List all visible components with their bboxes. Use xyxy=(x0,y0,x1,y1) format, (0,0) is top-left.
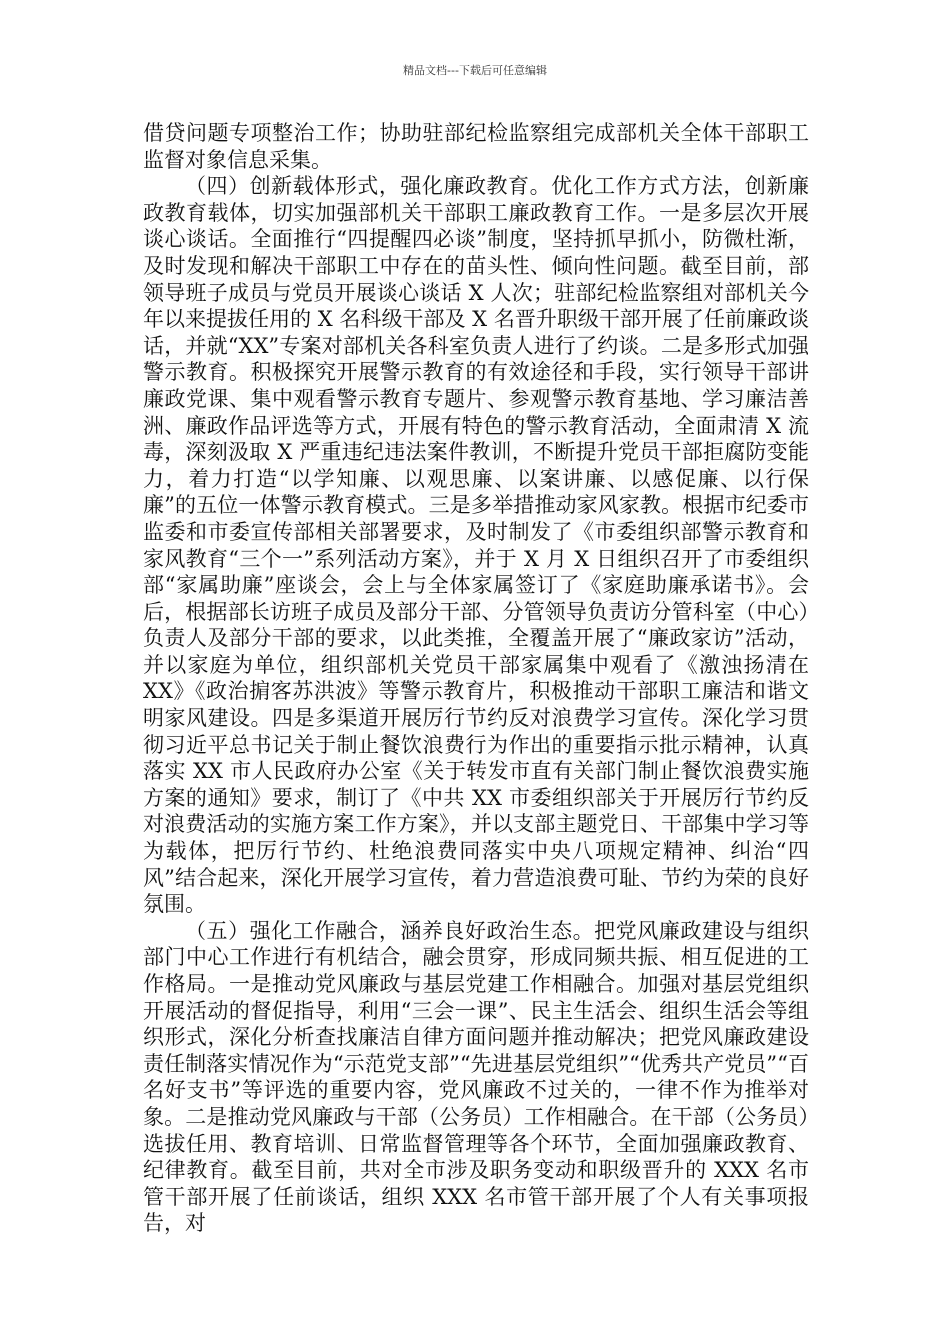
document-body xyxy=(143,120,809,1237)
paragraph-section-five: （五）强化工作融合，涵养良好政治生态。把党风廉政建设与组织部门中心工作进行有机结合，融会贯穿，形成同频共振、相互促进的工作格局。一是推动党风廉政与基层党建工作相融合。加强对基层党组织开展活动的督促指导，利用“三会一课”、民主生活会、组织生活会等组织形式，深化分析查找廉洁自律方面问题并推动解决；把党风廉政建设责任制落实情况作为“示范党支部”“先进基层党组织”“优秀共产党员”“百名好支书”等评选的重要内容，党风廉政不过关的，一律不作为推举对象。二是推动党风廉政与干部（公务员）工作相融合。在干部（公务员）选拔任用、教育培训、日常监督管理等各个环节，全面加强廉政教育、纪律教育。截至目前，共对全市涉及职务变动和职级晋升的 XXX 名市管干部开展了任前谈话，组织 XXX 名市管干部开展了个人有关事项报告，对 xyxy=(143,918,809,1236)
paragraph-section-four: （四）创新载体形式，强化廉政教育。优化工作方式方法，创新廉政教育载体，切实加强部机关干部职工廉政教育工作。一是多层次开展谈心谈话。全面推行“四提醒四必谈”制度，坚持抓早抓小，防微杜渐，及时发现和解决干部职工中存在的苗头性、倾向性问题。截至目前，部领导班子成员与党员开展谈心谈话 X 人次；驻部纪检监察组对部机关今年以来提拔任用的 X 名科级干部及 X 名晋升职级干部开展了任前廉政谈话，并就“XX”专案对部机关各科室负责人进行了约谈。二是多形式加强警示教育。积极探究开展警示教育的有效途径和手段，实行领导干部讲廉政党课、集中观看警示教育专题片、参观警示教育基地、学习廉洁善洲、廉政作品评选等方式，开展有特色的警示教育活动，全面肃清 X 流毒，深刻汲取 X 严重违纪违法案件教训，不断提升党员干部拒腐防变能力，着力打造“以学知廉、以观思廉、以案讲廉、以感促廉、以行保廉”的五位一体警示教育模式。三是多举措推动家风家教。根据市纪委市监委和市委宣传部相关部署要求，及时制发了《市委组织部警示教育和家风教育“三个一”系列活动方案》，并于 X 月 X 日组织召开了市委组织部“家属助廉”座谈会，会上与全体家属签订了《家庭助廉承诺书》。会后，根据部长访班子成员及部分干部、分管领导负责访分管科室（中心）负责人及部分干部的要求，以此类推，全覆盖开展了“廉政家访”活动，并以家庭为单位，组织部机关党员干部家属集中观看了《激浊扬清在 XX》《政治掮客苏洪波》等警示教育片，积极推动干部职工廉洁和谐文明家风建设。四是多渠道开展厉行节约反对浪费学习宣传。深化学习贯彻习近平总书记关于制止餐饮浪费行为作出的重要指示批示精神，认真落实 XX 市人民政府办公室《关于转发市直有关部门制止餐饮浪费实施方案的通知》要求，制订了《中共 XX 市委组织部关于开展厉行节约反对浪费活动的实施方案工作方案》，并以支部主题党日、干部集中学习等为载体，把厉行节约、杜绝浪费同落实中央八项规定精神、纠治“四风”结合起来，深化开展学习宣传，着力营造浪费可耻、节约为荣的良好氛围。 xyxy=(143,174,809,917)
paragraph-continuation: 借贷问题专项整治工作；协助驻部纪检监察组完成部机关全体干部职工监督对象信息采集。 xyxy=(143,121,809,172)
page-header: 精品文档---下载后可任意编辑 xyxy=(403,64,547,77)
